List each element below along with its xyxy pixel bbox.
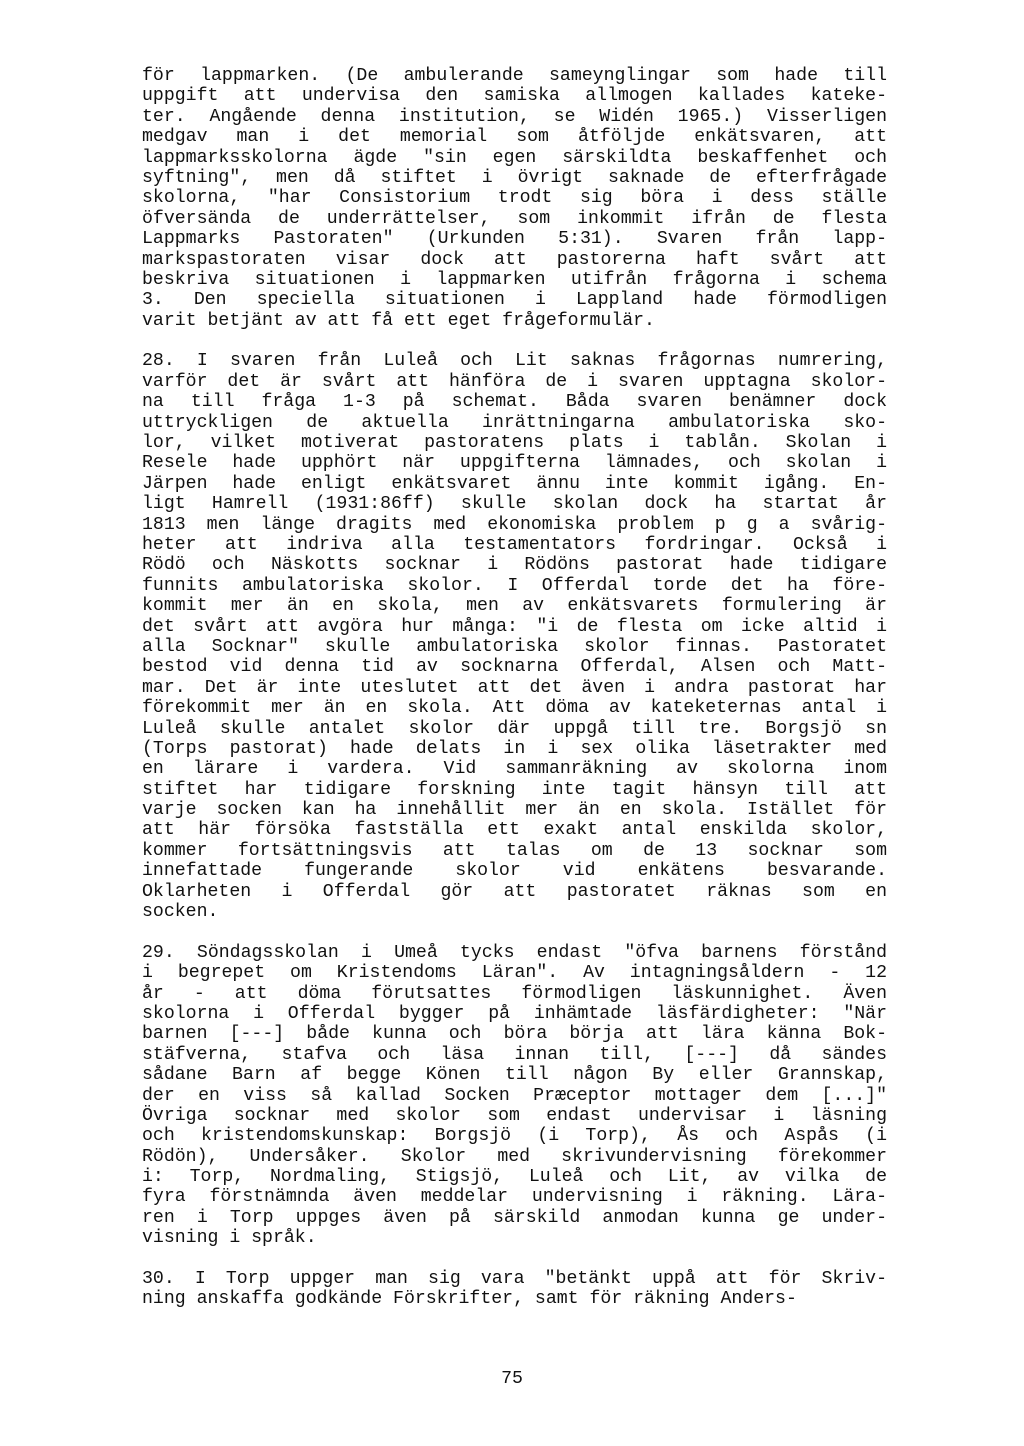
text-line: medgav man i det memorial som åtföljde enkätsvaren, att <box>142 127 887 148</box>
page-number: 75 <box>501 1369 523 1389</box>
text-line: stiftet har tidigare forskning inte tagit hänsyn till att <box>142 779 887 800</box>
text-line: och kristendomskunskap: Borgsjö (i Torp), Ås och Aspås (i <box>142 1126 887 1147</box>
text-line: ren i Torp uppges även på särskild anmodan kunna ge under- <box>142 1207 887 1228</box>
paragraph <box>142 943 887 1249</box>
text-line: sådane Barn af begge Könen till någon By eller Grannskap, <box>142 1065 887 1086</box>
text-line: 3. Den speciella situationen i Lappland hade förmodligen <box>142 290 887 311</box>
text-line: syftning", men då stiftet i övrigt saknade de efterfrågade <box>142 167 887 188</box>
paragraph <box>142 351 887 922</box>
text-line: år - att döma förutsattes förmodligen läskunnighet. Även <box>142 983 887 1004</box>
text-line: (Torps pastorat) hade delats in i sex olika läsetrakter med <box>142 738 887 759</box>
paragraph <box>142 66 887 331</box>
text-line: Övriga socknar med skolor som endast undervisar i läsning <box>142 1105 887 1126</box>
text-line: Resele hade upphört när uppgifterna lämnades, och skolan i <box>142 453 887 474</box>
text-line: funnits ambulatoriska skolor. I Offerdal torde det ha före- <box>142 575 887 596</box>
text-line: kommit mer än en skola, men av enkätsvarets formulering är <box>142 596 887 617</box>
text-line: bestod vid denna tid av socknarna Offerdal, Alsen och Matt- <box>142 657 887 678</box>
text-line: innefattade fungerande skolor vid enkätens besvarande. <box>142 861 887 882</box>
text-line: ning anskaffa godkände Förskrifter, samt för räkning Anders- <box>142 1289 797 1310</box>
text-line: skolorna, "har Consistorium trodt sig böra i dess ställe <box>142 188 887 209</box>
text-line: 29. Söndagsskolan i Umeå tycks endast "öfva barnens förstånd <box>142 942 887 963</box>
text-line: beskriva situationen i lappmarken utifrån frågorna i schema <box>142 269 887 290</box>
text-line: öfversända de underrättelser, som inkommit ifrån de flesta <box>142 208 887 229</box>
paragraph <box>142 1269 887 1310</box>
text-line: Luleå skulle antalet skolor där uppgå till tre. Borgsjö sn <box>142 718 887 739</box>
text-line: varje socken kan ha innehållit mer än en skola. Istället för <box>142 800 887 821</box>
text-line: barnen [---] både kunna och böra börja att lära känna Bok- <box>142 1024 887 1045</box>
text-line: Rödö och Näskotts socknar i Rödöns pastorat hade tidigare <box>142 555 887 576</box>
text-line: mar. Det är inte uteslutet att det även i andra pastorat har <box>142 677 887 698</box>
text-line: uppgift att undervisa den samiska allmogen kallades kateke- <box>142 86 887 107</box>
text-line: fyra förstnämnda även meddelar undervisning i räkning. Lära- <box>142 1187 887 1208</box>
text-line: i: Torp, Nordmaling, Stigsjö, Luleå och Lit, av vilka de <box>142 1167 887 1188</box>
paragraph-gap <box>142 922 887 942</box>
text-line: heter att indriva alla testamentators fordringar. Också i <box>142 534 887 555</box>
text-line: uttryckligen de aktuella inrättningarna ambulatoriska sko- <box>142 412 887 433</box>
text-line: 30. I Torp uppger man sig vara "betänkt uppå att för Skriv- <box>142 1269 887 1290</box>
text-line: 28. I svaren från Luleå och Lit saknas frågornas numrering, <box>142 351 887 372</box>
text-line: varit betjänt av att få ett eget frågeformulär. <box>142 310 655 331</box>
text-line: lappmarksskolorna ägde "sin egen särskildta beskaffenhet och <box>142 147 887 168</box>
document-body <box>142 66 887 1310</box>
text-line: na till fråga 1-3 på schemat. Båda svaren benämner dock <box>142 392 887 413</box>
text-line: varför det är svårt att hänföra de i svaren upptagna skolor- <box>142 371 887 392</box>
text-line: stäfverna, stafva och läsa innan till, [---] då sändes <box>142 1044 887 1065</box>
text-line: en lärare i vardera. Vid sammanräkning av skolorna inom <box>142 759 887 780</box>
text-line: visning i språk. <box>142 1228 317 1249</box>
text-line: kommer fortsättningsvis att talas om de 13 socknar som <box>142 840 887 861</box>
text-line: Järpen hade enligt enkätsvaret ännu inte kommit igång. En- <box>142 473 887 494</box>
text-line: Lappmarks Pastoraten" (Urkunden 5:31). Svaren från lapp- <box>142 229 887 250</box>
text-line: socken. <box>142 902 219 923</box>
text-line: förekommit mer än en skola. Att döma av kateketernas antal i <box>142 698 887 719</box>
text-line: lor, vilket motiverat pastoratens plats i tablån. Skolan i <box>142 433 887 454</box>
text-line: Oklarheten i Offerdal gör att pastoratet räknas som en <box>142 881 887 902</box>
text-line: det svårt att avgöra hur många: "i de flesta om icke altid i <box>142 616 887 637</box>
text-line: 1813 men länge dragits med ekonomiska problem p g a svårig- <box>142 514 887 535</box>
text-line: alla Socknar" skulle ambulatoriska skolor finnas. Pastoratet <box>142 636 887 657</box>
text-line: för lappmarken. (De ambulerande sameynglingar som hade till <box>142 66 887 86</box>
paragraph-gap <box>142 331 887 351</box>
text-line: ligt Hamrell (1931:86ff) skulle skolan dock ha startat år <box>142 494 887 515</box>
text-line: i begrepet om Kristendoms Läran". Av intagningsåldern - 12 <box>142 963 887 984</box>
text-line: att här försöka fastställa ett exakt antal enskilda skolor, <box>142 820 887 841</box>
text-line: markspastoraten visar dock att pastorerna haft svårt att <box>142 249 887 270</box>
text-line: Rödön), Undersåker. Skolor med skrivundervisning förekommer <box>142 1146 887 1167</box>
text-line: skolorna i Offerdal bygger på inhämtade läsfärdigheter: "När <box>142 1003 887 1024</box>
text-line: ter. Angående denna institution, se Widén 1965.) Visserligen <box>142 106 887 127</box>
text-line: der en viss så kallad Socken Præceptor mottager dem [...]" <box>142 1085 887 1106</box>
paragraph-gap <box>142 1249 887 1269</box>
